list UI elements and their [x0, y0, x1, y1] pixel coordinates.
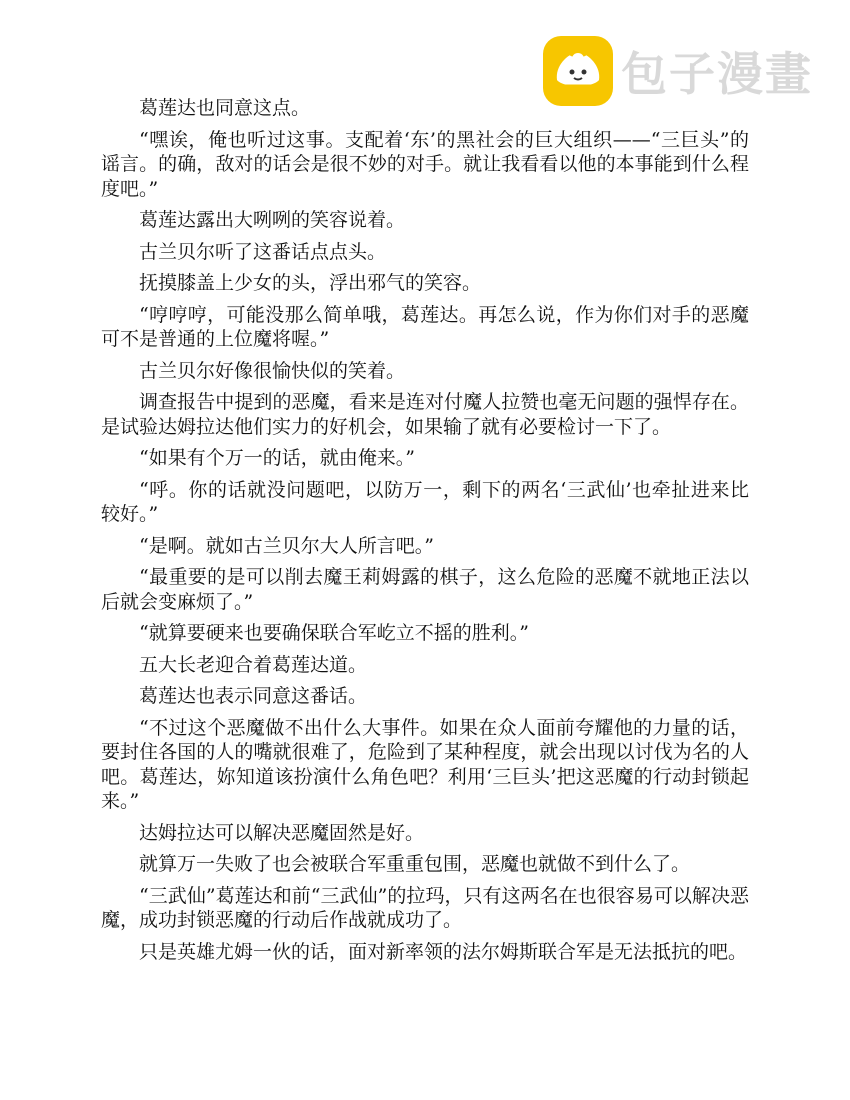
paragraph: 五大长老迎合着葛莲达道。 [139, 653, 368, 676]
paragraph: 葛莲达也同意这点。 [139, 97, 311, 119]
document-body [101, 96, 749, 971]
paragraph: “是啊。就如古兰贝尔大人所言吧。” [139, 534, 434, 557]
paragraph: 古兰贝尔听了这番话点点头。 [139, 240, 387, 263]
paragraph: 就算万一失败了也会被联合军重重包围，恶魔也就做不到什么了。 [139, 853, 691, 875]
paragraph: 只是英雄尤姆一伙的话，面对新率领的法尔姆斯联合军是无法抵抗的吧。 [139, 940, 748, 963]
paragraph: “三武仙”葛莲达和前“三武仙”的拉玛，只有这两名在也很容易可以解决恶魔，成功封锁恶魔的行动后作战就成功了。 [101, 884, 749, 931]
paragraph: “不过这个恶魔做不出什么大事件。如果在众人面前夸耀他的力量的话，要封住各国的人的嘴就很难了，危险到了某种程度，就会出现以讨伐为名的人吧。葛莲达，妳知道该扮演什么角色吧？利用‘三巨头’把这恶魔的行动封锁起来。” [101, 716, 749, 812]
paragraph: “嘿诶，俺也听过这事。支配着‘东’的黑社会的巨大组织——“三巨头”的谣言。的确，敌对的话会是很不妙的对手。就让我看看以他的本事能到什么程度吧。” [101, 128, 749, 200]
paragraph: “如果有个万一的话，就由俺来。” [139, 447, 415, 469]
paragraph: “呼。你的话就没问题吧，以防万一，剩下的两名‘三武仙’也牵扯进来比较好。” [101, 478, 749, 525]
paragraph: 葛莲达露出大咧咧的笑容说着。 [139, 209, 406, 231]
paragraph: “最重要的是可以削去魔王莉姆露的棋子，这么危险的恶魔不就地正法以后就会变麻烦了。” [101, 566, 749, 613]
paragraph: 抚摸膝盖上少女的头，浮出邪气的笑容。 [139, 272, 482, 294]
watermark-text: 包子漫畫 [621, 47, 813, 101]
paragraph: “哼哼哼，可能没那么简单哦，葛莲达。再怎么说，作为你们对手的恶魔可不是普通的上位魔将喔。” [101, 303, 749, 350]
paragraph: 古兰贝尔好像很愉快似的笑着。 [139, 359, 406, 382]
paragraph: 达姆拉达可以解决恶魔固然是好。 [139, 821, 425, 844]
paragraph: 调查报告中提到的恶魔，看来是连对付魔人拉赞也毫无问题的强悍存在。是试验达姆拉达他们实力的好机会，如果输了就有必要检讨一下了。 [101, 391, 749, 438]
paragraph: 葛莲达也表示同意这番话。 [139, 685, 368, 707]
paragraph: “就算要硬来也要确保联合军屹立不摇的胜利。” [139, 622, 529, 644]
